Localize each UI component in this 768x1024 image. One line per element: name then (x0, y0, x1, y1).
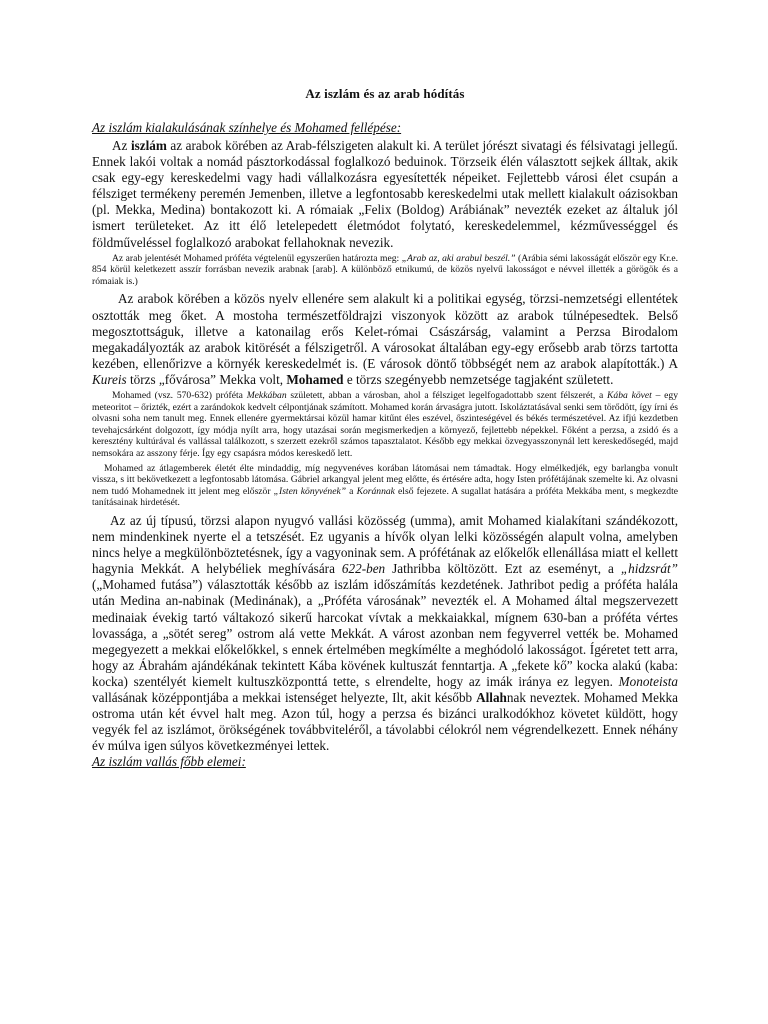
term-isten-konyve: „Isten könyvének” (273, 485, 347, 497)
term-622: 622-ben (341, 561, 386, 577)
term-islam: iszlám (130, 138, 167, 153)
document-page (92, 86, 678, 770)
note-arab-meaning: Az arab jelentését Mohamed próféta végtelenül egyszerűen határozta meg: „Arab az, aki arabul beszél.” (Arábia sémi lakosságát először egy Kr.e. 854 körül keletkezett asszír forrásban nevezik arabnak [arab]. A különböző etnikumú, de közös nyelvű lakosságot e névvel illették a görögök és a rómaiak is.) (92, 252, 678, 287)
paragraph-islam-origins: Az iszlám az arabok körében az Arab-félszigeten alakult ki. A terület jórészt sivatagi és félsivatagi jellegű. Ennek lakói voltak a nomád pásztorkodással foglalkozó beduinok. Törzseik élén választott sejkek álltak, akik csak egy-egy kereskedelmi vagy hadi vállalkozásra egyesítették népeiket. Fejlettebb városi élet csupán a félsziget termékeny peremén Jemenben, illetve a legfontosabb kereskedelmi utak mellett kialakult oázisokban (pl. Mekka, Medina) bontakozott ki. A rómaiak „Felix (Boldog) Arábiának” nevezték ezeket az általuk jól ismert területeket. Az itt élő letelepedett életmódot folytató, kereskedelemmel, kézművességgel és földműveléssel foglalkozó arabokat fellahoknak nevezik. (92, 138, 678, 250)
note-mohamed-visions: Mohamed az átlagemberek életét élte mindaddig, míg negyvenéves korában látomásai nem támadtak. Hogy elmélkedjék, egy barlangba vonult vissza, s itt bekövetkezett a legfontosabb látomása. Gábriel arkangyal jelent meg előtte, és értésére adta, hogy Isten prófétájának szemelte ki. Az olvasni nem tudó Mohamednek itt jelent meg először „Isten könyvének” a Koránnak első fejezete. A sugallat hatására a próféta Mekkába ment, s megkezdte tanításainak hirdetését. (92, 462, 678, 509)
term-allah: Allah (476, 689, 507, 705)
term-kaba: Kába követ (607, 390, 652, 401)
term-monoteista: Monoteista (618, 673, 678, 689)
term-kureis: Kureis (92, 371, 127, 387)
paragraph-umma: Az az új típusú, törzsi alapon nyugvó vallási közösség (umma), amit Mohamed kialakítani szándékozott, nem mindenkinek nyerte el a tetszését. Ez ugyanis a hívők olyan lelki közösségén alapult volna, amelyben nincs helye a megkülönböztetésnek, így a vagyoninak sem. A prófétának az előkelők ellenállása miatt el kellett hagynia Mekkát. A helybéliek meghívására 622-ben Jathribba költözött. Ezt az eseményt, a „hidzsrát” („Mohamed futása”) választották később az iszlám időszámítás kezdetének. Jathribot pedig a próféta halála után Medina an-nabinak (Medinának), a „Próféta városának” nevezték el. A Mohamed által megszervezett medinaiak évekig tartó váltakozó sikerű harcokat vívtak a mekkaiakkal, mígnem 630-ban a próféta vértes lovassága, a „sötét sereg” ostrom alá vette Mekkát. A várost azonban nem fegyverrel vették be. Mohamed megegyezett a mekkai előkelőkkel, s ennek értelmében megkímélte a meghódoló lakosságot. Ígéretet tett arra, hogy az Ábrahám ajándékának tekintett Kába kövének kultuszát fenntartja. A „fekete kő” kocka alakú (kaba: kocka) szentélyét kiemelt kultuszközponttá tette, s elrendelte, hogy az imák iránya ez legyen. Monoteista vallásának középpontjába a mekkai istenséget helyezte, Ilt, akit később Allahnak neveztek. Mohamed Mekka ostroma után két évvel halt meg. Azon túl, hogy a perzsa és bizánci uralkodókhoz követet küldött, hogy vegyék fel az iszlámot, örökségének továbbviteléről, a távolabbi célokról nem végrendelkezett. Ennek néhány év múlva igen súlyos következményei lettek. (92, 512, 679, 754)
document-title: Az iszlám és az arab hódítás (305, 86, 465, 101)
paragraph-arab-tribes: Az arabok körében a közös nyelv ellenére sem alakult ki a politikai egység, törzsi-nemzetségi ellentétek osztották meg őket. A mostoha természetföldrajzi viszonyok között az arabok túlnépesedtek. Belső megosztottságuk, illetve a katonailag erős Kelet-római Császárság, valamint a Perzsa Birodalom megakadályozták az arabok kitörését a félszigetről. A városokat általában egy-egy erősebb arab törzs tartotta kezében, ellenőrizve a környék kereskedelmét is. (E városok döntő többségét nem az arabok alapították.) A Kureis törzs „fővárosa” Mekka volt, Mohamed e törzs szegényebb nemzetsége tagjaként született. (92, 291, 678, 387)
term-mekka: Mekkában (246, 390, 287, 401)
section-heading-origins: Az iszlám kialakulásának színhelye és Mohamed fellépése: (92, 120, 402, 135)
term-hidzsrat: „hidzsrát” (620, 561, 679, 577)
quote-arab: „Arab az, aki arabul beszél.” (401, 252, 516, 264)
term-mohamed: Mohamed (286, 371, 344, 387)
section-heading-elements: Az iszlám vallás főbb elemei: (92, 754, 246, 770)
term-koran: Koránnak (356, 485, 395, 497)
note-mohamed-life: Mohamed (vsz. 570-632) próféta Mekkában született, abban a városban, ahol a félsziget legelfogadottabb szent félszerét, a Kába követ – egy meteoritot – őrizték, ezért a zarándokok kedvelt célpontjának számított. Mohamed korán árvaságra jutott. Iskoláztatásával senki sem törődött, így írni és olvasni soha nem tanult meg. Ennek ellenére gyermektársai közül hamar kitűnt éles eszével, őszinteségével és békés természetével. Az ifjú kezdetben tevehajcsárként dolgozott, így módja nyílt arra, hogy utazásai során megismerkedjen a környező, fejlettebb népekkel. Főként a perzsa, a zsidó és a keresztény kultúrával és vallással találkozott, s szerzett ezekről számos tapasztalatot. Később egy mekkai özvegyasszonynál lett kereskedősegéd, majd nemsokára az asszony férje. Így egy csapásra módos kereskedő lett. (92, 390, 678, 459)
